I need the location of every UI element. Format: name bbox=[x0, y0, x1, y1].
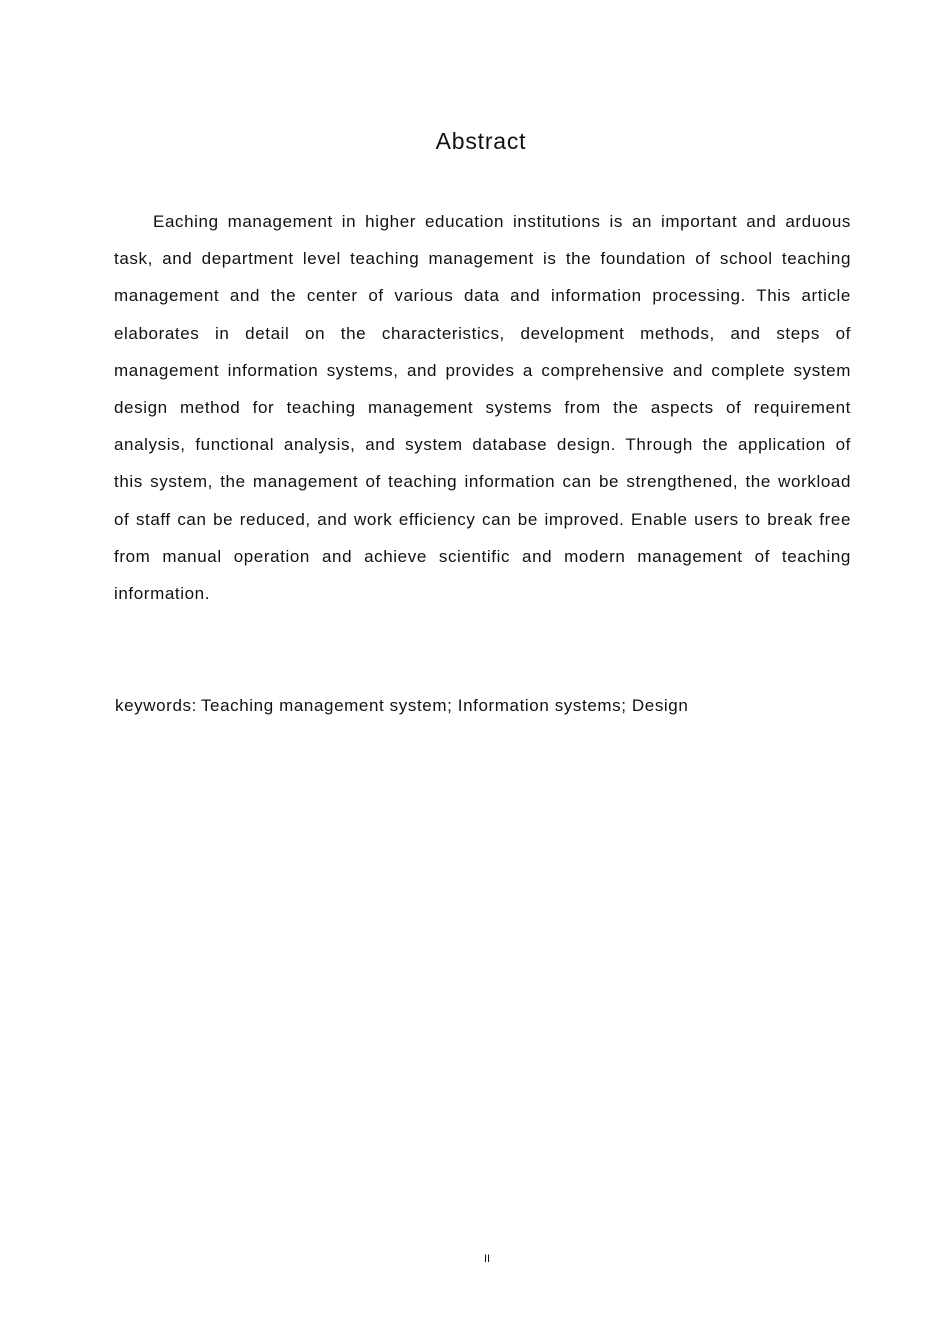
abstract-body: Eaching management in higher education institutions is an important and arduous task, and department level teaching management is the foundation of school teaching management and the center of various data and information processing. This article elaborates in detail on the characteristics, development methods, and steps of management information systems, and provides a comprehensive and complete system design method for teaching management systems from the aspects of requirement analysis, functional analysis, and system database design. Through the application of this system, the management of teaching information can be strengthened, the workload of staff can be reduced, and work efficiency can be improved. Enable users to break free from manual operation and achieve scientific and modern management of teaching information. bbox=[114, 212, 851, 604]
keywords-line bbox=[115, 690, 852, 722]
keywords-text: Teaching management system; Information systems; Design bbox=[200, 696, 689, 715]
page-number: II bbox=[483, 1253, 491, 1265]
keywords-label: keywords: bbox=[115, 696, 197, 715]
page-title: Abstract bbox=[435, 128, 527, 154]
